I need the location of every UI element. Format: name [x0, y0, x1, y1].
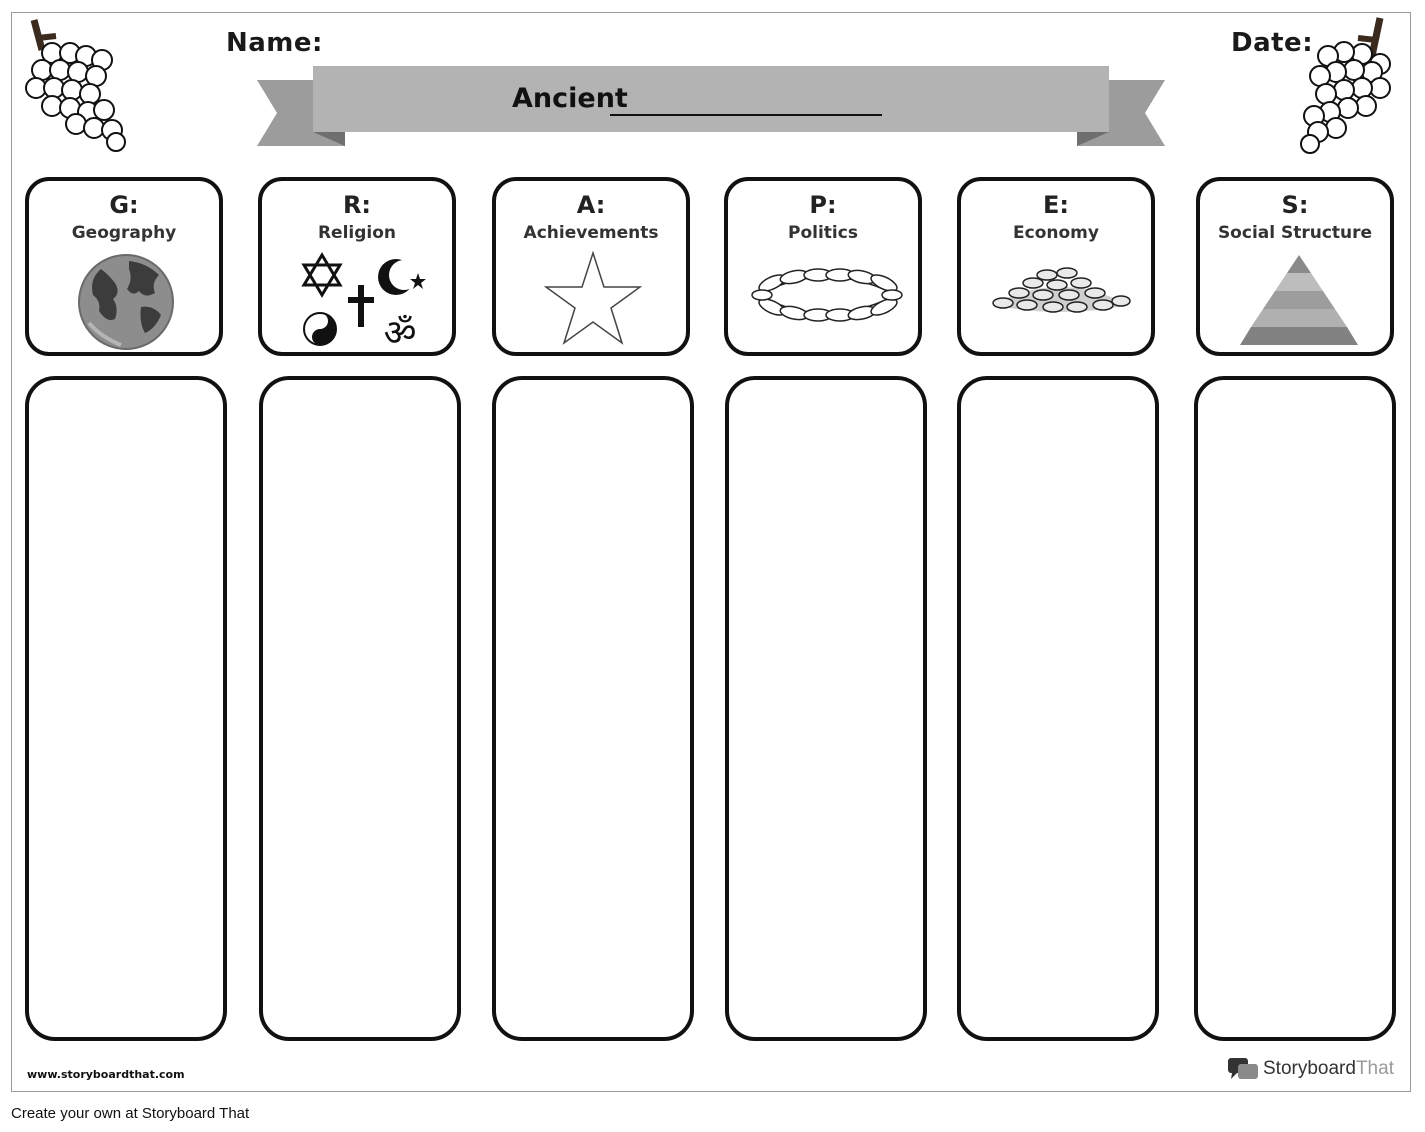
banner-title: Ancient	[512, 83, 628, 114]
category-box-social-structure	[1196, 177, 1394, 356]
category-box-economy	[957, 177, 1155, 356]
category-box-religion	[258, 177, 456, 356]
name-label: Name:	[226, 28, 323, 58]
category-letter: P:	[809, 191, 837, 219]
category-word: Economy	[1013, 223, 1099, 243]
footer-url: www.storyboardthat.com	[27, 1068, 185, 1081]
category-letter: R:	[342, 191, 372, 219]
category-box-geography	[25, 177, 223, 356]
create-your-own-caption[interactable]: Create your own at Storyboard That	[11, 1105, 250, 1122]
star-icon	[496, 249, 694, 353]
category-word: Social Structure	[1217, 223, 1373, 243]
coins-icon	[961, 249, 1159, 353]
category-letter: E:	[1043, 191, 1069, 219]
answer-column-religion[interactable]	[259, 376, 461, 1041]
pyramid-icon	[1200, 249, 1398, 353]
answer-column-social-structure[interactable]	[1194, 376, 1396, 1041]
answer-column-geography[interactable]	[25, 376, 227, 1041]
globe-icon	[29, 249, 227, 353]
storyboardthat-logo	[1227, 1055, 1394, 1083]
grapes-icon-left	[24, 18, 134, 153]
religion-symbols-icon	[262, 249, 460, 353]
logo-text-light: That	[1355, 1058, 1394, 1079]
title-blank-line	[610, 114, 882, 116]
speech-bubbles-icon	[1227, 1056, 1259, 1082]
category-word: Geography	[71, 223, 177, 243]
answer-column-politics[interactable]	[725, 376, 927, 1041]
category-letter: G:	[109, 191, 139, 219]
category-word: Politics	[788, 223, 858, 243]
date-label: Date:	[1231, 28, 1314, 58]
svg-text:ॐ: ॐ	[383, 313, 417, 353]
answer-column-achievements[interactable]	[492, 376, 694, 1041]
category-letter: A:	[576, 191, 606, 219]
category-box-politics	[724, 177, 922, 356]
logo-text-main: Storyboard	[1263, 1058, 1356, 1079]
category-letter: S:	[1281, 191, 1309, 219]
category-word: Religion	[317, 223, 397, 243]
category-word: Achievements	[523, 223, 659, 243]
category-box-achievements	[492, 177, 690, 356]
answer-column-economy[interactable]	[957, 376, 1159, 1041]
laurel-wreath-icon	[728, 249, 926, 353]
title-banner	[255, 62, 1167, 150]
